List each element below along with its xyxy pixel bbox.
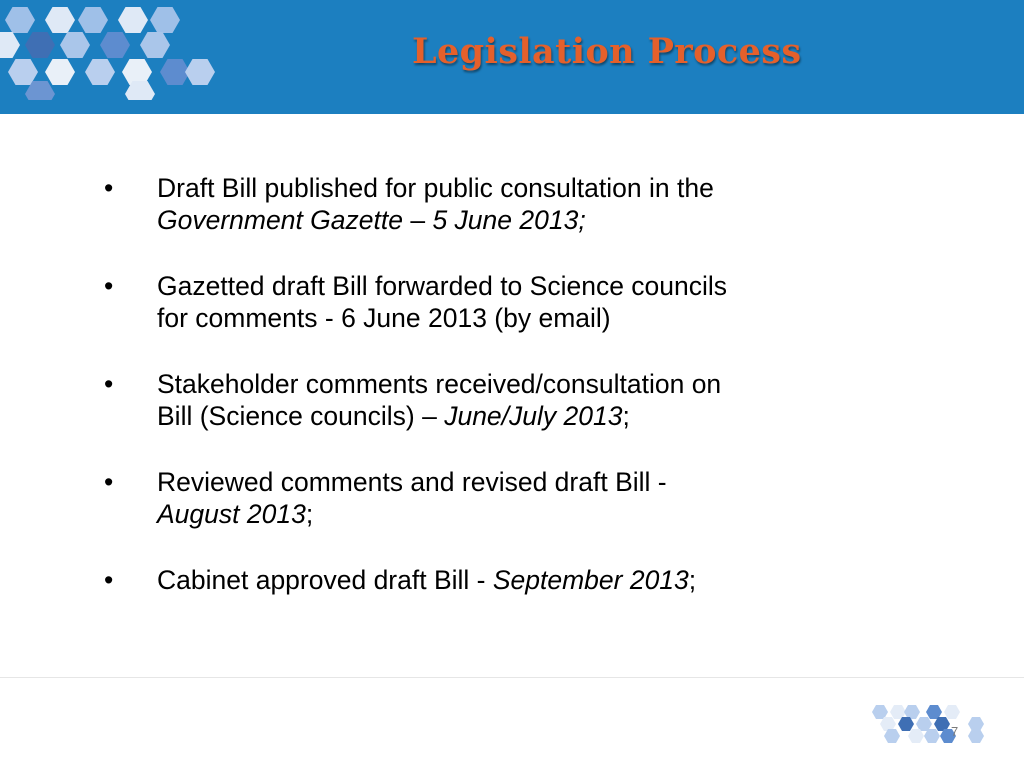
bullet-line: for comments - 6 June 2013 (by email)	[157, 303, 611, 333]
bullet-end-punct: ;	[305, 499, 314, 529]
bullet-dash: –	[402, 205, 433, 235]
bullet-italic-date: September 2013	[492, 565, 689, 595]
bullet-item-stakeholder-comments	[104, 368, 904, 432]
bullet-list	[104, 172, 904, 596]
bullet-line: Reviewed comments and revised draft Bill -	[157, 467, 667, 497]
bullet-line	[157, 498, 904, 530]
bullet-line	[157, 564, 904, 596]
hexagon-pattern-footer-logo	[868, 700, 992, 748]
bullet-italic-text: Government Gazette	[157, 205, 403, 235]
bullet-marker: •	[104, 565, 114, 595]
bullet-plain-text: Bill (Science councils) –	[157, 401, 445, 431]
bullet-marker: •	[104, 467, 114, 497]
bullet-line	[157, 204, 904, 236]
bullet-marker: •	[104, 173, 114, 203]
bullet-item-cabinet-approved	[104, 564, 904, 596]
bullet-line	[157, 400, 904, 432]
bullet-end-punct: ;	[622, 401, 630, 431]
bullet-marker: •	[104, 369, 114, 399]
bullet-item-forwarded	[104, 270, 904, 334]
bullet-marker: •	[104, 271, 114, 301]
bullet-italic-date: August 2013	[157, 499, 306, 529]
bullet-line: Draft Bill published for public consultation in the	[157, 173, 714, 203]
bullet-line: Gazetted draft Bill forwarded to Science councils	[157, 271, 728, 301]
bullet-italic-date: June/July 2013	[444, 401, 623, 431]
bullet-italic-date: 5 June 2013;	[432, 205, 586, 235]
bullet-item-draft-published	[104, 172, 904, 236]
bullet-item-reviewed	[104, 466, 904, 530]
bullet-end-punct: ;	[688, 565, 697, 595]
footer-divider	[0, 677, 1024, 678]
bullet-plain-text: Cabinet approved draft Bill -	[157, 565, 493, 595]
hexagon-pattern-logo	[0, 0, 215, 100]
page-number: 7	[951, 724, 959, 739]
slide-title: Legislation Process	[412, 31, 802, 72]
bullet-line: Stakeholder comments received/consultation on	[157, 369, 722, 399]
